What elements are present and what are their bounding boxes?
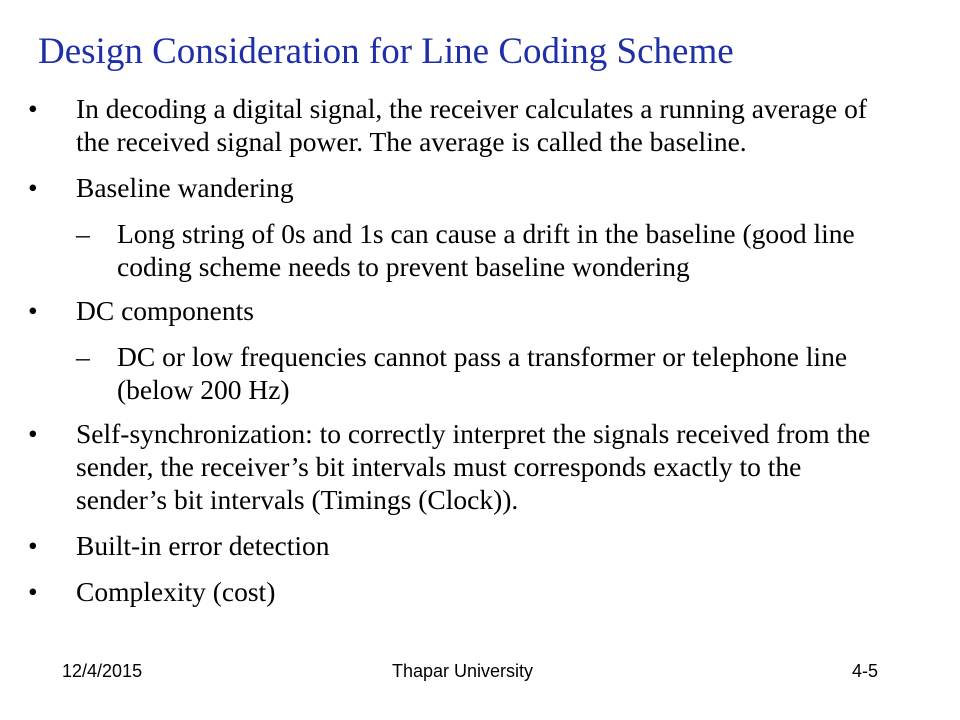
sub-bullet-text: DC or low frequencies cannot pass a transformer or telephone line (below 200 Hz)	[117, 341, 848, 405]
footer-date: 12/4/2015	[62, 661, 143, 681]
bullet-item	[0, 529, 896, 562]
footer-institution: Thapar University	[392, 661, 534, 681]
dash-marker: –	[76, 218, 90, 249]
bullet-text: In decoding a digital signal, the receiver calculates a running average of the received signal power. The average is called the baseline.	[76, 93, 868, 157]
sub-bullet-item	[0, 340, 917, 406]
bullet-text: Built-in error detection	[76, 530, 330, 561]
bullet-marker: •	[28, 172, 38, 203]
bullet-text: DC components	[76, 295, 254, 326]
bullet-item	[0, 171, 896, 204]
bullet-marker: •	[28, 530, 38, 561]
bullet-marker: •	[28, 93, 38, 124]
bullet-item	[0, 92, 896, 158]
bullet-item	[0, 417, 896, 516]
bullet-marker: •	[28, 418, 38, 449]
slide-content	[0, 86, 960, 608]
bullet-item	[0, 294, 896, 327]
bullet-marker: •	[28, 295, 38, 326]
bullet-text: Self-synchronization: to correctly interpret the signals received from the sender, the receiver’s bit intervals must corresponds exactly to the sender’s bit intervals (Timings (Clock)).	[76, 418, 871, 515]
dash-marker: –	[76, 341, 90, 372]
bullet-text: Complexity (cost)	[76, 576, 276, 607]
bullet-item	[0, 575, 896, 608]
bullet-text: Baseline wandering	[76, 172, 294, 203]
sub-bullet-item	[0, 217, 917, 283]
footer-page-number: 4-5	[852, 661, 879, 681]
slide-title: Design Consideration for Line Coding Scheme	[38, 31, 734, 72]
bullet-marker: •	[28, 576, 38, 607]
sub-bullet-text: Long string of 0s and 1s can cause a drift in the baseline (good line coding scheme needs to prevent baseline wondering	[117, 218, 855, 282]
